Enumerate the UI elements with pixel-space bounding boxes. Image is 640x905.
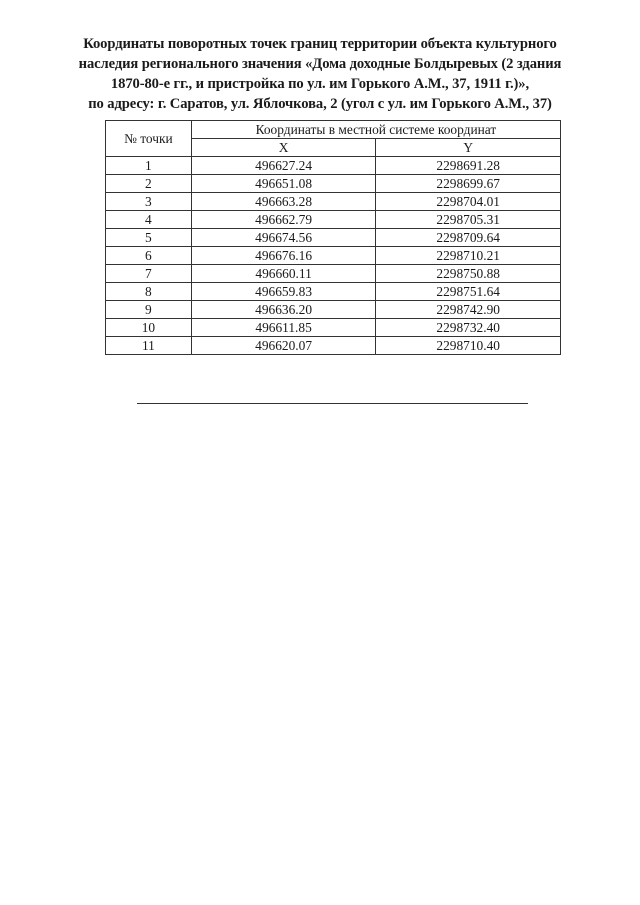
coord-x: 496636.20 <box>191 301 376 319</box>
table-row <box>106 247 561 265</box>
title-line-4: по адресу: г. Саратов, ул. Яблочкова, 2 (угол с ул. им Горького А.М., 37) <box>88 96 552 112</box>
point-number: 6 <box>106 247 192 265</box>
title-line-2: наследия регионального значения «Дома доходные Болдыревых (2 здания <box>78 56 562 72</box>
coord-y: 2298709.64 <box>376 229 561 247</box>
signature-rule-line <box>137 403 528 404</box>
table-row <box>106 283 561 301</box>
table-header-row <box>106 121 561 139</box>
header-x: X <box>191 139 376 157</box>
coord-y: 2298705.31 <box>376 211 561 229</box>
coord-x: 496611.85 <box>191 319 376 337</box>
coord-x: 496663.28 <box>191 193 376 211</box>
table-row <box>106 211 561 229</box>
coord-x: 496659.83 <box>191 283 376 301</box>
point-number: 8 <box>106 283 192 301</box>
point-number: 3 <box>106 193 192 211</box>
coord-x: 496620.07 <box>191 337 376 355</box>
coord-x: 496651.08 <box>191 175 376 193</box>
coord-x: 496660.11 <box>191 265 376 283</box>
point-number: 5 <box>106 229 192 247</box>
point-number: 4 <box>106 211 192 229</box>
header-point-number: № точки <box>106 121 192 157</box>
coord-x: 496662.79 <box>191 211 376 229</box>
table-row <box>106 157 561 175</box>
table-row <box>106 175 561 193</box>
coord-x: 496676.16 <box>191 247 376 265</box>
title-line-1: Координаты поворотных точек границ территории объекта культурного <box>83 36 557 52</box>
table-row <box>106 301 561 319</box>
table-row <box>106 319 561 337</box>
title-line-3: 1870-80-е гг., и пристройка по ул. им Горького А.М., 37, 1911 г.)», <box>110 76 530 92</box>
point-number: 9 <box>106 301 192 319</box>
table-row <box>106 193 561 211</box>
table-row <box>106 265 561 283</box>
coord-y: 2298750.88 <box>376 265 561 283</box>
coordinates-table <box>105 120 561 355</box>
table-row <box>106 229 561 247</box>
header-local-coordinates: Координаты в местной системе координат <box>191 121 560 139</box>
point-number: 11 <box>106 337 192 355</box>
coord-y: 2298751.64 <box>376 283 561 301</box>
coord-y: 2298699.67 <box>376 175 561 193</box>
point-number: 10 <box>106 319 192 337</box>
coord-x: 496627.24 <box>191 157 376 175</box>
header-y: Y <box>376 139 561 157</box>
point-number: 7 <box>106 265 192 283</box>
coord-y: 2298710.40 <box>376 337 561 355</box>
coord-y: 2298732.40 <box>376 319 561 337</box>
coord-y: 2298742.90 <box>376 301 561 319</box>
coord-y: 2298691.28 <box>376 157 561 175</box>
document-title <box>40 34 600 114</box>
coord-y: 2298710.21 <box>376 247 561 265</box>
point-number: 1 <box>106 157 192 175</box>
coord-x: 496674.56 <box>191 229 376 247</box>
table-row <box>106 337 561 355</box>
coord-y: 2298704.01 <box>376 193 561 211</box>
point-number: 2 <box>106 175 192 193</box>
